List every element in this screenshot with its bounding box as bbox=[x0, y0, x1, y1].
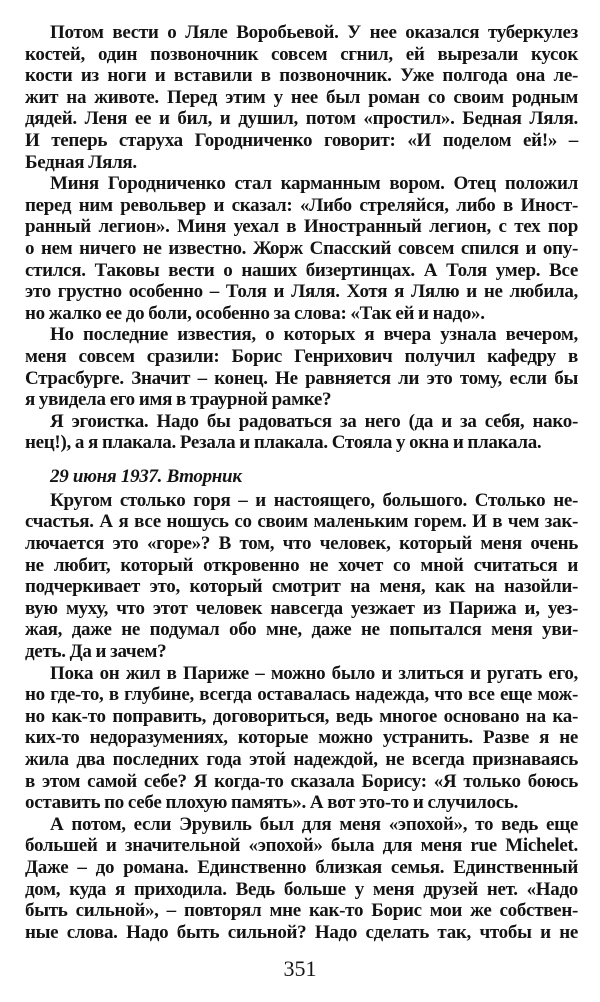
text-line: А потом, если Эрувиль был для меня «эпохой», то ведь еще bbox=[50, 813, 578, 835]
paragraph bbox=[25, 324, 578, 410]
text-line: дядей. Леня ее и бил, и душил, потом «простил». Бедная Ляля. bbox=[25, 108, 578, 130]
text-line: стился. Таковы вести о наших бизертинцах. А Толя умер. Все bbox=[25, 259, 578, 281]
text-line: перед ним револьвер и сказал: «Либо стреляйся, либо в Иност- bbox=[25, 194, 578, 216]
text-line: не любит, который откровенно не хочет со мной считаться и bbox=[25, 554, 578, 576]
paragraph bbox=[25, 22, 578, 173]
paragraph bbox=[25, 173, 578, 324]
text-line: о нем ничего не известно. Жорж Спасский совсем спился и опу- bbox=[25, 237, 578, 259]
text-line: Потом вести о Ляле Воробьевой. У нее оказался туберкулез bbox=[50, 22, 578, 43]
text-line: Но последние известия, о которых я вчера узнала вечером, bbox=[50, 324, 578, 346]
text-line: Пока он жил в Париже – можно было и злиться и ругать его, bbox=[50, 662, 578, 684]
page-number: 351 bbox=[283, 956, 317, 981]
text-line: оставить по себе плохую память». А вот это-то и случилось. bbox=[25, 792, 519, 814]
text-line: меня совсем сразили: Борис Генрихович получил кафедру в bbox=[25, 345, 578, 367]
paragraph bbox=[25, 814, 578, 944]
text-line: дом, куда я приходила. Ведь больше у меня друзей нет. «Надо bbox=[25, 878, 578, 900]
text-line: Бедная Ляля. bbox=[25, 151, 137, 173]
text-line: большей и значительной «эпохой» была для меня rue Michelet. bbox=[25, 835, 578, 857]
text-line: костей, один позвоночник совсем сгнил, ей вырезали кусок bbox=[25, 43, 578, 65]
paragraph bbox=[25, 411, 578, 454]
text-line: жая, даже не подумал обо мне, даже не попытался меня уви- bbox=[25, 619, 578, 641]
text-line: вую муху, что этот человек навсегда уезжает из Парижа и, уез- bbox=[25, 597, 578, 619]
text-line: но где-то, в глубине, всегда оставалась надежда, что все еще мож- bbox=[25, 684, 578, 706]
text-line: кости из ноги и вставили в позвоночник. Уже полгода она ле- bbox=[25, 65, 578, 87]
text-line: Даже – до романа. Единственно близкая семья. Единственный bbox=[25, 856, 578, 878]
text-line: деть. Да и зачем? bbox=[25, 641, 167, 663]
page-body bbox=[25, 22, 578, 943]
text-line: я увидела его имя в траурной рамке? bbox=[25, 389, 332, 411]
text-line: Страсбурге. Значит – конец. Не равняется ли это тому, если бы bbox=[25, 367, 578, 389]
text-line: лючается это «горе»? В том, что человек, который меня очень bbox=[25, 533, 578, 555]
text-line: ранный легион». Миня уехал в Иностранный легион, с тех пор bbox=[25, 216, 578, 238]
text-line: ные слова. Надо быть сильной? Надо сделать так, чтобы и не bbox=[25, 921, 578, 943]
text-line: Миня Городниченко стал карманным вором. Отец положил bbox=[50, 173, 578, 195]
text-line: Кругом столько горя – и настоящего, большого. Столько не- bbox=[50, 489, 578, 511]
diary-entry-heading: 29 июня 1937. Вторник bbox=[50, 465, 242, 487]
text-line: но жалко ее до боли, особенно за слова: «Так ей и надо». bbox=[25, 302, 485, 324]
paragraph bbox=[25, 490, 578, 663]
text-line: Я эгоистка. Надо бы радоваться за него (да и за себя, нако- bbox=[50, 410, 578, 432]
text-line: ких-то недоразумениях, которые можно устранить. Разве я не bbox=[25, 727, 578, 749]
text-line: подчеркивает это, который смотрит на меня, как на назойли- bbox=[25, 576, 578, 598]
text-line: это грустно особенно – Толя и Ляля. Хотя я Лялю и не любила, bbox=[25, 281, 578, 303]
text-line: но как-то поправить, договориться, ведь многое основано на ка- bbox=[25, 705, 578, 727]
text-line: быть сильной», – повторял мне как-то Борис мои же собствен- bbox=[25, 900, 578, 922]
text-line: И теперь старуха Городниченко говорит: «И поделом ей!» – bbox=[25, 129, 578, 151]
text-line: счастья. А я все ношусь со своим маленьким горем. И в чем зак- bbox=[25, 511, 578, 533]
text-line: жит на животе. Перед этим у нее был роман со своим родным bbox=[25, 86, 578, 108]
paragraph bbox=[25, 663, 578, 814]
text-line: нец!), а я плакала. Резала и плакала. Стояла у окна и плакала. bbox=[25, 432, 542, 454]
text-line: в этом самой себе? Я когда-то сказала Борису: «Я только боюсь bbox=[25, 770, 578, 792]
text-line: жила два последних года этой надеждой, не всегда признаваясь bbox=[25, 749, 578, 770]
